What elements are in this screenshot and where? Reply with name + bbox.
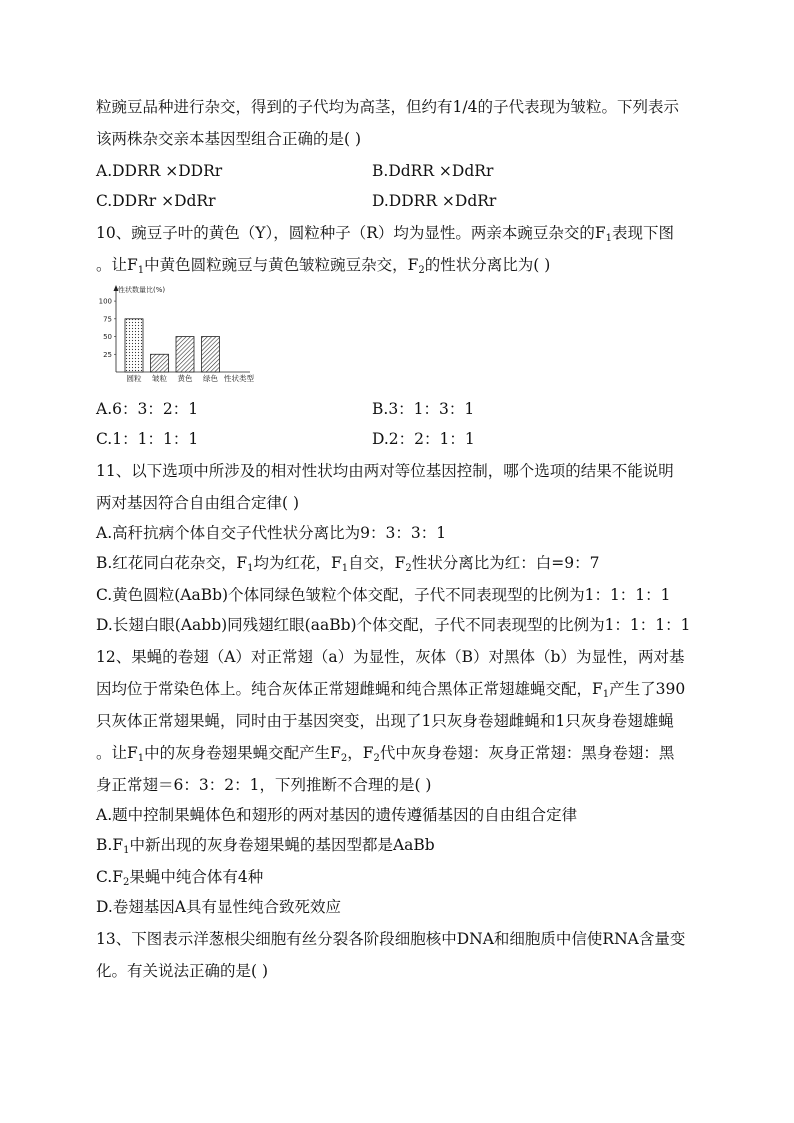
q11-text: 性状分离比为红：白=9：7 [411, 554, 600, 572]
q10-option-a: A.6：3：2：1 [96, 400, 199, 418]
q12-option-d: D.卷翅基因A具有显性纯合致死效应 [96, 898, 341, 916]
trait-ratio-bar-chart [92, 282, 272, 390]
bar-绿色 [202, 337, 220, 372]
q12-text: B.F [96, 836, 124, 854]
q11-option-a: A.高秆抗病个体自交子代性状分离比为9：3：3：1 [96, 524, 447, 542]
q12-line3: 只灰体正常翅果蝇，同时由于基因突变，出现了1只灰身卷翅雌蝇和1只灰身卷翅雄蝇 [96, 712, 674, 730]
subscript: 2 [418, 265, 425, 276]
q13-line1: 13、下图表示洋葱根尖细胞有丝分裂各阶段细胞核中DNA和细胞质中信使RNA含量变 [96, 930, 686, 948]
subscript: 2 [405, 563, 412, 574]
x-tick-label: 黄色 [177, 374, 193, 383]
q12-option-c [96, 866, 263, 888]
y-tick-label: 50 [103, 333, 112, 342]
subscript: 1 [137, 753, 145, 764]
subscript: 1 [137, 265, 145, 276]
q12-text: 中的灰身卷翅果蝇交配产生F [144, 744, 341, 762]
q10-text: 10、豌豆子叶的黄色（Y），圆粒种子（R）均为显性。两亲本豌豆杂交的F [96, 224, 606, 242]
q12-text: C.F [96, 868, 123, 886]
q10-option-d: D.2：2：1：1 [372, 430, 475, 448]
subscript: 2 [123, 877, 130, 888]
q9-option-b: B.DdRR ×DdRr [372, 162, 494, 180]
subscript: 1 [123, 845, 130, 856]
q11-text: B.红花同白花杂交，F [96, 554, 248, 572]
bar-圆粒 [125, 319, 143, 372]
q9-line1: 粒豌豆品种进行杂交，得到的子代均为高茎，但约有1/4的子代表现为皱粒。下列表示 [96, 98, 679, 116]
q10-line1 [96, 222, 674, 244]
subscript: 1 [602, 689, 610, 700]
q10-text: 中黄色圆粒豌豆与黄色皱粒豌豆杂交，F [144, 256, 419, 274]
q10-option-b: B.3：1：3：1 [372, 400, 475, 418]
q11-option-c: C.黄色圆粒(AaBb)个体同绿色皱粒个体交配，子代不同表现型的比例为1：1：1：1 [96, 586, 671, 604]
q11-option-b [96, 552, 599, 574]
bar-皱粒 [151, 354, 169, 372]
q12-option-b [96, 834, 435, 856]
subscript: 1 [605, 233, 613, 244]
q11-text: 自交，F [348, 554, 406, 572]
subscript: 1 [341, 563, 349, 574]
y-tick-label: 75 [103, 315, 112, 324]
q12-text: 中新出现的灰身卷翅果蝇的基因型都是AaBb [129, 836, 435, 854]
q12-text: ，F [347, 744, 374, 762]
q13-line2: 化。有关说法正确的是( ) [96, 962, 269, 980]
q12-line2 [96, 678, 685, 700]
q12-option-a: A.题中控制果蝇体色和翅形的两对基因的遗传遵循基因的自由组合定律 [96, 806, 578, 824]
q10-option-c: C.1：1：1：1 [96, 430, 199, 448]
q9-line2: 该两株杂交亲本基因型组合正确的是( ) [96, 130, 362, 148]
q11-option-d: D.长翅白眼(Aabb)同残翅红眼(aaBb)个体交配，子代不同表现型的比例为1：1：1：1 [96, 616, 691, 634]
q10-text: 表现下图 [612, 224, 675, 242]
q9-option-a: A.DDRR ×DDRr [96, 162, 223, 180]
q12-line5: 身正常翅＝6：3：2：1，下列推断不合理的是( ) [96, 776, 432, 794]
x-axis-label: 性状类型 [224, 374, 254, 383]
q12-text: 果蝇中纯合体有4种 [129, 868, 264, 886]
q12-text: 因均位于常染色体上。纯合灰体正常翅雌蝇和纯合黑体正常翅雄蝇交配，F [96, 680, 603, 698]
q12-text: 代中灰身卷翅：灰身正常翅：黑身卷翅：黑 [379, 744, 675, 762]
y-axis-label: 性状数量比(%) [118, 286, 166, 294]
bar-黄色 [176, 337, 194, 372]
q12-text: 。让F [96, 744, 138, 762]
q9-option-c: C.DDRr ×DdRr [96, 192, 216, 210]
subscript: 1 [247, 563, 254, 574]
q9-option-d: D.DDRR ×DdRr [372, 192, 497, 210]
q11-text: 均为红花，F [253, 554, 342, 572]
q10-text: 。让F [96, 256, 138, 274]
q12-line1: 12、果蝇的卷翅（A）对正常翅（a）为显性，灰体（B）对黑体（b）为显性，两对基 [96, 648, 685, 666]
subscript: 2 [373, 753, 380, 764]
x-tick-label: 皱粒 [152, 374, 167, 383]
y-tick-label: 25 [103, 350, 112, 359]
q10-line2 [96, 254, 550, 276]
x-tick-label: 圆粒 [126, 374, 142, 383]
q12-line4 [96, 742, 674, 764]
q10-text: 的性状分离比为( ) [424, 256, 551, 274]
subscript: 2 [340, 753, 348, 764]
x-tick-label: 绿色 [203, 374, 218, 383]
q12-text: 产生了390 [609, 680, 686, 698]
q11-line1: 11、以下选项中所涉及的相对性状均由两对等位基因控制，哪个选项的结果不能说明 [96, 462, 674, 480]
y-tick-label: 100 [98, 297, 112, 306]
q11-line2: 两对基因符合自由组合定律( ) [96, 494, 300, 512]
